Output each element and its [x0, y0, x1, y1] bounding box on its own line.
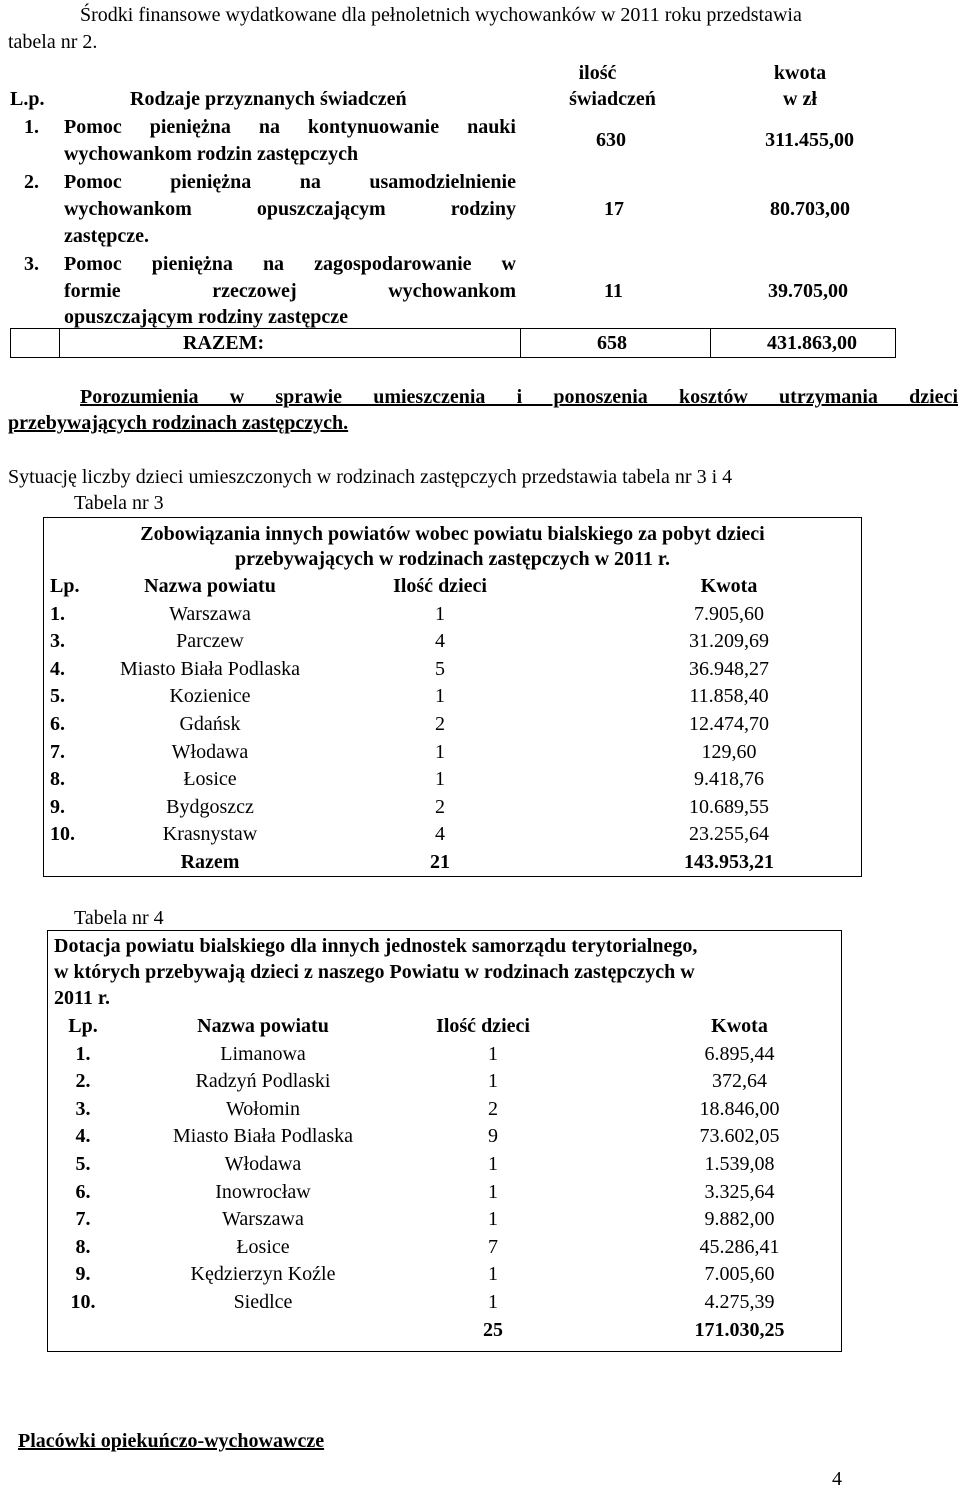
table4-row-amount: 18.846,00: [699, 1097, 780, 1120]
benefits-header-amount-1: kwota: [773, 62, 827, 84]
table4: [47, 930, 842, 1352]
table-row: [44, 711, 861, 739]
benefits-row-2-desc-1: Pomoc pieniężna na usamodzielnienie: [64, 171, 516, 193]
table4-row-name: Włodawa: [224, 1152, 302, 1175]
benefits-row-1-count: 630: [596, 129, 626, 151]
table3-row-amount: 9.418,76: [694, 768, 764, 791]
table3-row-amount: 31.209,69: [689, 630, 769, 653]
table4-row-name: Warszawa: [222, 1208, 304, 1231]
table4-row-name: Łosice: [236, 1235, 290, 1258]
table3-row-lp: 3.: [50, 630, 65, 653]
table4-row-lp: 6.: [75, 1180, 91, 1203]
table4-title-3: 2011 r.: [54, 987, 110, 1009]
table-row: [44, 656, 861, 684]
benefits-row-2-lp: 2.: [24, 171, 39, 193]
table4-row-amount: 9.882,00: [704, 1208, 775, 1231]
table4-row-amount: 1.539,08: [704, 1152, 775, 1175]
benefits-row-1-lp: 1.: [24, 116, 39, 138]
table3-row-amount: 10.689,55: [689, 795, 769, 818]
table4-row-name: Miasto Biała Podlaska: [173, 1125, 353, 1148]
benefits-header-amount-2: w zł: [783, 88, 817, 110]
table-row: [48, 1151, 841, 1179]
table3-row-name: Łosice: [183, 768, 237, 791]
benefits-total-divider-1: [59, 329, 60, 357]
table4-row-count: 1: [488, 1208, 498, 1231]
table4-row-count: 1: [488, 1070, 498, 1093]
table3-row-amount: 11.858,40: [689, 685, 769, 708]
table3-row-lp: 1.: [50, 602, 65, 625]
table4-row-count: 9: [488, 1125, 498, 1148]
table4-row-amount: 7.005,60: [704, 1263, 775, 1286]
table4-row-name: Radzyń Podlaski: [195, 1070, 331, 1093]
benefits-row-3-lp: 3.: [24, 253, 39, 275]
table4-row-amount: 4.275,39: [704, 1290, 775, 1313]
table3-row-count: 4: [435, 630, 445, 653]
table4-row-amount: 3.325,64: [704, 1180, 775, 1203]
benefits-row-2-amount: 80.703,00: [770, 198, 850, 220]
table3-row-name: Bydgoszcz: [166, 795, 254, 818]
benefits-row-1-amount: 311.455,00: [765, 129, 854, 151]
table3-row-lp: 10.: [50, 823, 75, 846]
table3-header-row: [44, 573, 861, 601]
table4-row-count: 2: [488, 1097, 498, 1120]
table4-row-count: 1: [488, 1180, 498, 1203]
table3-title-2: przebywających w rodzinach zastępczych w 2011 r.: [235, 548, 670, 570]
table-row: [48, 1123, 841, 1151]
table-row: [48, 1041, 841, 1069]
table-row: [44, 739, 861, 767]
table4-row-lp: 4.: [75, 1125, 91, 1148]
benefits-total-row: [10, 328, 896, 358]
table3-row-count: 1: [435, 768, 445, 791]
page-number: 4: [832, 1468, 842, 1490]
table3-row-amount: 23.255,64: [689, 823, 769, 846]
table4-grid: [48, 1013, 841, 1344]
benefits-total-label: RAZEM:: [183, 332, 265, 354]
table4-row-lp: 10.: [70, 1290, 96, 1313]
benefits-row-3-amount: 39.705,00: [768, 280, 848, 302]
table3-row-lp: 8.: [50, 768, 65, 791]
benefits-row-3-count: 11: [604, 280, 623, 302]
table-row: [44, 794, 861, 822]
intro-line-1: Środki finansowe wydatkowane dla pełnoletnich wychowanków w 2011 roku przedstawia: [80, 4, 802, 26]
table4-header-lp: Lp.: [68, 1015, 98, 1037]
table3-row-name: Gdańsk: [179, 712, 241, 735]
table4-row-lp: 7.: [75, 1208, 91, 1231]
table3-row-amount: 12.474,70: [689, 712, 769, 735]
table-row: [48, 1261, 841, 1289]
benefits-header-count-1: ilość: [578, 62, 617, 84]
agreements-heading: [8, 384, 958, 436]
table4-row-amount: 372,64: [712, 1070, 767, 1093]
table3-header-name: Nazwa powiatu: [144, 575, 276, 597]
table4-row-name: Limanowa: [220, 1042, 306, 1065]
table3-row-amount: 129,60: [701, 740, 757, 763]
table4-row-name: Inowrocław: [215, 1180, 311, 1203]
table4-row-count: 1: [488, 1263, 498, 1286]
table3-row-count: 2: [435, 712, 445, 735]
table3-row-name: Włodawa: [171, 740, 249, 763]
table3: [43, 517, 862, 877]
table3-row-name: Miasto Biała Podlaska: [120, 657, 300, 680]
table4-title-2: w których przebywają dzieci z naszego Powiatu w rodzinach zastępczych w: [54, 961, 695, 983]
intro-line-2: tabela nr 2.: [8, 31, 98, 53]
table3-row-lp: 7.: [50, 740, 65, 763]
benefits-row-1-desc-2: wychowankom rodzin zastępczych: [64, 143, 359, 165]
benefits-total-amount: 431.863,00: [767, 332, 857, 354]
benefits-row-3-desc-3: opuszczającym rodziny zastępcze: [64, 306, 349, 328]
table4-header-count: Ilość dzieci: [436, 1015, 530, 1037]
table3-header-count: Ilość dzieci: [393, 575, 487, 597]
benefits-row-1-desc-1: Pomoc pieniężna na kontynuowanie nauki: [64, 116, 516, 138]
table4-row-count: 1: [488, 1152, 498, 1175]
table3-row-amount: 7.905,60: [694, 602, 764, 625]
table-row: [44, 683, 861, 711]
table4-total-amount: 171.030,25: [694, 1318, 785, 1341]
situation-paragraph: Sytuację liczby dzieci umieszczonych w rodzinach zastępczych przedstawia tabela nr 3 i 4: [8, 466, 733, 488]
table3-row-count: 2: [435, 795, 445, 818]
table4-header-row: [48, 1013, 841, 1041]
table3-row-count: 1: [435, 740, 445, 763]
table4-row-lp: 5.: [75, 1152, 91, 1175]
benefits-row-2-count: 17: [604, 198, 624, 220]
institutions-heading: Placówki opiekuńczo-wychowawcze: [18, 1430, 325, 1452]
table-row: [48, 1096, 841, 1124]
table-row: [48, 1289, 841, 1317]
table3-total-amount: 143.953,21: [684, 850, 774, 873]
table3-title-1: Zobowiązania innych powiatów wobec powiatu bialskiego za pobyt dzieci: [140, 523, 765, 545]
table4-row-count: 7: [488, 1235, 498, 1258]
benefits-header-name: Rodzaje przyznanych świadczeń: [130, 88, 407, 110]
table-row: [48, 1068, 841, 1096]
table4-row-lp: 3.: [75, 1097, 91, 1120]
table3-row-count: 1: [435, 685, 445, 708]
table3-grid: [44, 573, 861, 877]
table3-row-lp: 9.: [50, 795, 65, 818]
table3-row-name: Parczew: [176, 630, 244, 653]
table3-total-row: [44, 849, 861, 877]
table3-header-amount: Kwota: [700, 575, 758, 597]
table4-header-amount: Kwota: [711, 1015, 768, 1037]
table3-total-count: 21: [430, 850, 450, 873]
benefits-row-3-desc-1: Pomoc pieniężna na zagospodarowanie w: [64, 253, 516, 275]
table3-row-name: Krasnystaw: [162, 823, 258, 846]
table4-row-amount: 73.602,05: [699, 1125, 780, 1148]
table-row: [48, 1234, 841, 1262]
table3-label: Tabela nr 3: [74, 492, 164, 514]
table-row: [48, 1179, 841, 1207]
table-row: [44, 821, 861, 849]
table4-header-name: Nazwa powiatu: [197, 1015, 329, 1037]
table3-row-name: Warszawa: [169, 602, 251, 625]
table4-row-lp: 2.: [75, 1070, 91, 1093]
benefits-total-divider-2: [520, 329, 521, 357]
benefits-header-count-2: świadczeń: [569, 88, 656, 110]
table4-row-name: Kędzierzyn Koźle: [190, 1263, 336, 1286]
table3-header-lp: Lp.: [50, 575, 80, 597]
table3-row-name: Kozienice: [169, 685, 251, 708]
benefits-row-2-desc-3: zastępcze.: [64, 225, 149, 247]
benefits-row-2-desc-2: wychowankom opuszczającym rodziny: [64, 198, 516, 220]
table4-row-amount: 45.286,41: [699, 1235, 780, 1258]
table3-row-lp: 6.: [50, 712, 65, 735]
table4-row-lp: 1.: [75, 1042, 91, 1065]
table3-row-count: 1: [435, 602, 445, 625]
table4-row-name: Wołomin: [226, 1097, 300, 1120]
table4-title-1: Dotacja powiatu bialskiego dla innych jednostek samorządu terytorialnego,: [54, 935, 698, 957]
table4-row-lp: 8.: [75, 1235, 91, 1258]
table4-row-amount: 6.895,44: [704, 1042, 775, 1065]
table4-row-count: 1: [488, 1042, 498, 1065]
table4-total-row: [48, 1317, 841, 1345]
table3-row-count: 5: [435, 657, 445, 680]
table4-label: Tabela nr 4: [74, 907, 164, 929]
table-row: [44, 628, 861, 656]
table3-row-amount: 36.948,27: [689, 657, 769, 680]
table3-row-count: 4: [435, 823, 445, 846]
benefits-header-lp: L.p.: [10, 88, 45, 110]
table4-row-count: 1: [488, 1290, 498, 1313]
table-row: [44, 601, 861, 629]
agreements-line-1: Porozumienia w sprawie umieszczenia i ponoszenia kosztów utrzymania dzieci: [80, 386, 958, 408]
benefits-total-count: 658: [597, 332, 627, 354]
table4-row-name: Siedlce: [233, 1290, 293, 1313]
table4-total-count: 25: [483, 1318, 503, 1341]
table3-row-lp: 4.: [50, 657, 65, 680]
table-row: [44, 766, 861, 794]
benefits-row-3-desc-2: formie rzeczowej wychowankom: [64, 280, 516, 302]
table4-row-lp: 9.: [75, 1263, 91, 1286]
table3-total-label: Razem: [180, 850, 240, 873]
table3-row-lp: 5.: [50, 685, 65, 708]
table-row: [48, 1206, 841, 1234]
agreements-line-2: przebywających rodzinach zastępczych.: [8, 412, 349, 434]
intro-paragraph: [8, 2, 958, 55]
